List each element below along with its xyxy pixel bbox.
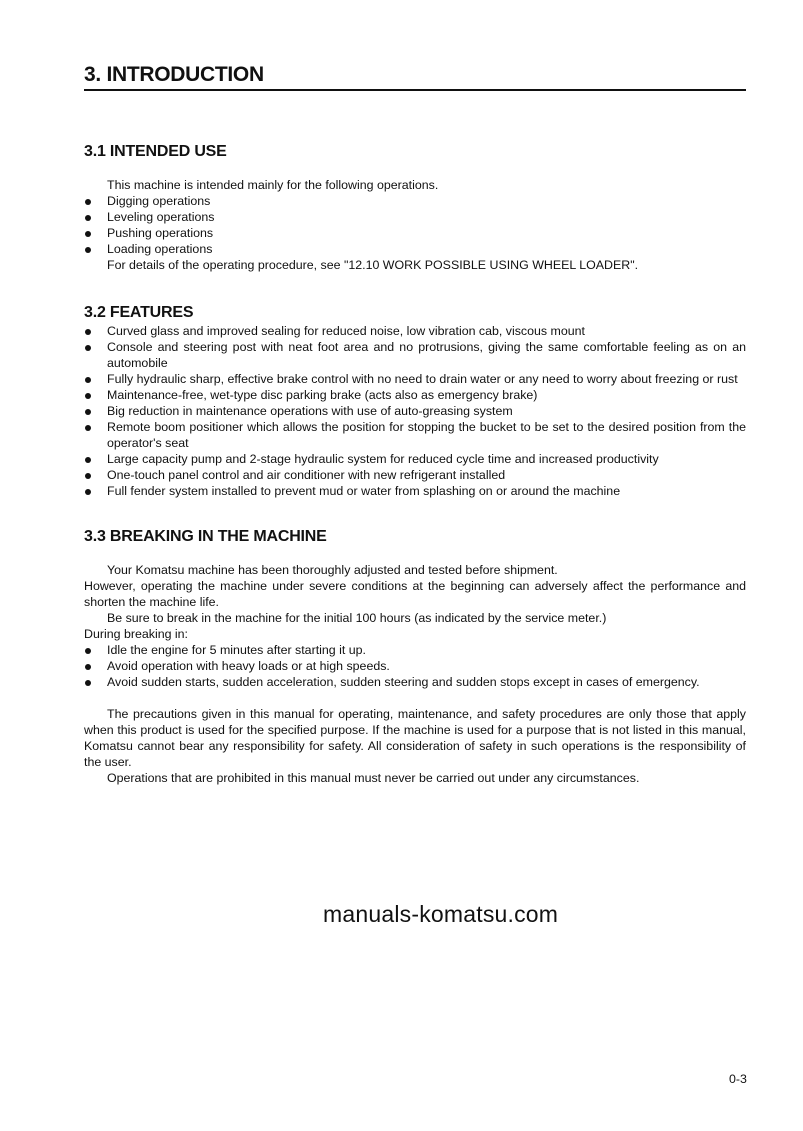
bullet-icon [85, 215, 91, 221]
bullet-icon [85, 247, 91, 253]
paragraph: During breaking in: [84, 627, 189, 641]
page-content [84, 62, 746, 786]
list-item: Leveling operations [84, 209, 746, 225]
bullet-icon [85, 199, 91, 205]
breaking-in-list [84, 642, 746, 690]
list-item: Pushing operations [84, 225, 746, 241]
list-item: Full fender system installed to prevent mud or water from splashing on or around the machine [84, 483, 746, 499]
list-item: One-touch panel control and air conditioner with new refrigerant installed [84, 467, 746, 483]
list-item: Big reduction in maintenance operations with use of auto-greasing system [84, 403, 746, 419]
section-heading-intended-use: 3.1 INTENDED USE [84, 143, 227, 160]
intended-use-intro: This machine is intended mainly for the following operations. [107, 178, 439, 192]
list-item: Loading operations [84, 241, 746, 257]
bullet-icon [85, 425, 91, 431]
section-heading-breaking-in: 3.3 BREAKING IN THE MACHINE [84, 528, 327, 545]
bullet-icon [85, 473, 91, 479]
page-number: 0-3 [729, 1072, 747, 1086]
paragraph: The precautions given in this manual for operating, maintenance, and safety procedures are only those that apply when this product is used for the specified purpose. If the machine is used for a purpose that is not listed in this manual, Komatsu cannot bear any responsibility for safety. All consideration of safety in such operations is the responsibility of the user. [84, 707, 746, 769]
features-body [84, 323, 746, 499]
section-heading-features: 3.2 FEATURES [84, 304, 194, 321]
list-item: Fully hydraulic sharp, effective brake control with no need to drain water or any need to worry about freezing or rust [84, 371, 746, 387]
paragraph: Be sure to break in the machine for the initial 100 hours (as indicated by the service meter.) [107, 611, 607, 625]
paragraph: Operations that are prohibited in this manual must never be carried out under any circumstances. [107, 771, 640, 785]
watermark: manuals-komatsu.com [323, 901, 559, 927]
list-item: Console and steering post with neat foot area and no protrusions, giving the same comfortable feeling as on an automobile [84, 339, 746, 371]
list-item: Curved glass and improved sealing for reduced noise, low vibration cab, viscous mount [84, 323, 746, 339]
bullet-icon [85, 457, 91, 463]
bullet-icon [85, 329, 91, 335]
list-item: Maintenance-free, wet-type disc parking brake (acts also as emergency brake) [84, 387, 746, 403]
title-underline [84, 89, 746, 91]
intended-use-note: For details of the operating procedure, see "12.10 WORK POSSIBLE USING WHEEL LOADER". [107, 258, 639, 272]
bullet-icon [85, 231, 91, 237]
intended-use-list [84, 193, 746, 257]
breaking-in-body [84, 562, 746, 786]
bullet-icon [85, 664, 91, 670]
list-item: Digging operations [84, 193, 746, 209]
paragraph: Your Komatsu machine has been thoroughly adjusted and tested before shipment. [107, 563, 558, 577]
intended-use-body [84, 177, 746, 273]
list-item: Avoid operation with heavy loads or at high speeds. [84, 658, 746, 674]
paragraph: However, operating the machine under severe conditions at the beginning can adversely affect the performance and shorten the machine life. [84, 579, 746, 609]
list-item: Idle the engine for 5 minutes after starting it up. [84, 642, 746, 658]
list-item: Remote boom positioner which allows the position for stopping the bucket to be set to the desired position from the operator's seat [84, 419, 746, 451]
bullet-icon [85, 409, 91, 415]
bullet-icon [85, 345, 91, 351]
list-item: Avoid sudden starts, sudden acceleration, sudden steering and sudden stops except in cases of emergency. [84, 674, 746, 690]
features-list [84, 323, 746, 499]
bullet-icon [85, 489, 91, 495]
page-title: 3. INTRODUCTION [84, 63, 264, 86]
bullet-icon [85, 648, 91, 654]
bullet-icon [85, 393, 91, 399]
bullet-icon [85, 377, 91, 383]
list-item: Large capacity pump and 2-stage hydraulic system for reduced cycle time and increased productivity [84, 451, 746, 467]
bullet-icon [85, 680, 91, 686]
